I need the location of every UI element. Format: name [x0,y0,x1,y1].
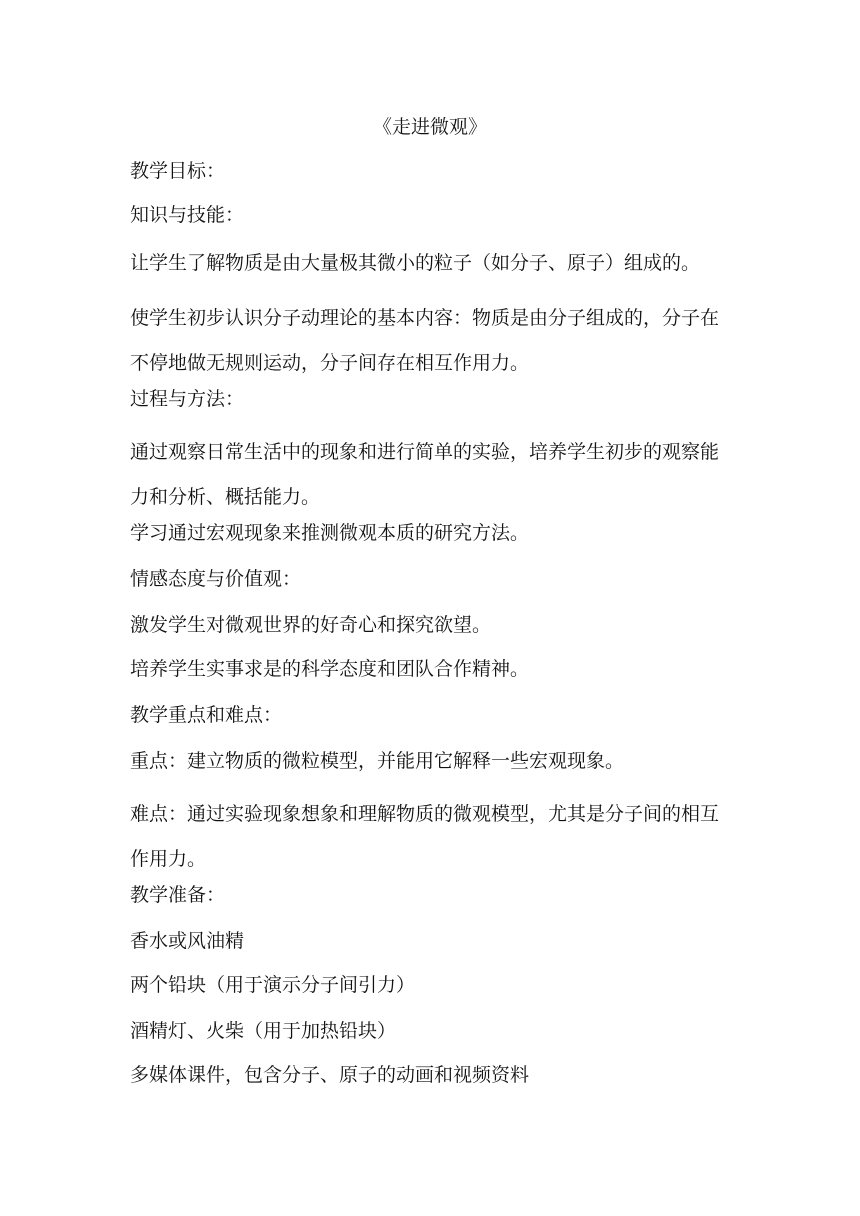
difficulty-item: 难点：通过实验现象想象和理解物质的微观模型，尤其是分子间的相互作用力。 [130,803,720,870]
knowledge-item-2: 使学生初步认识分子动理论的基本内容：物质是由分子组成的，分子在不停地做无规则运动，分子间存在相互作用力。 [130,307,720,374]
prep-heading: 教学准备： [130,884,226,906]
process-heading: 过程与方法： [130,388,245,410]
process-item-1: 通过观察日常生活中的现象和进行简单的实验，培养学生初步的观察能力和分析、概括能力。 [130,441,720,508]
attitude-heading: 情感态度与价值观： [130,568,302,590]
prep-item-1: 香水或风油精 [130,930,245,952]
objectives-heading: 教学目标： [130,160,226,182]
knowledge-heading: 知识与技能： [130,204,245,226]
keypoints-heading: 教学重点和难点： [130,704,283,726]
document-title: 《走进微观》 [372,116,487,138]
attitude-item-2: 培养学生实事求是的科学态度和团队合作精神。 [130,658,530,680]
process-item-2: 学习通过宏观现象来推测微观本质的研究方法。 [130,522,530,544]
prep-item-3: 酒精灯、火柴（用于加热铅块） [130,1020,397,1042]
attitude-item-1: 激发学生对微观世界的好奇心和探究欲望。 [130,614,492,636]
prep-item-2: 两个铅块（用于演示分子间引力） [130,974,416,996]
keypoint-item: 重点：建立物质的微粒模型，并能用它解释一些宏观现象。 [130,750,625,772]
knowledge-item-1: 让学生了解物质是由大量极其微小的粒子（如分子、原子）组成的。 [130,252,701,274]
prep-item-4: 多媒体课件，包含分子、原子的动画和视频资料 [130,1064,530,1086]
